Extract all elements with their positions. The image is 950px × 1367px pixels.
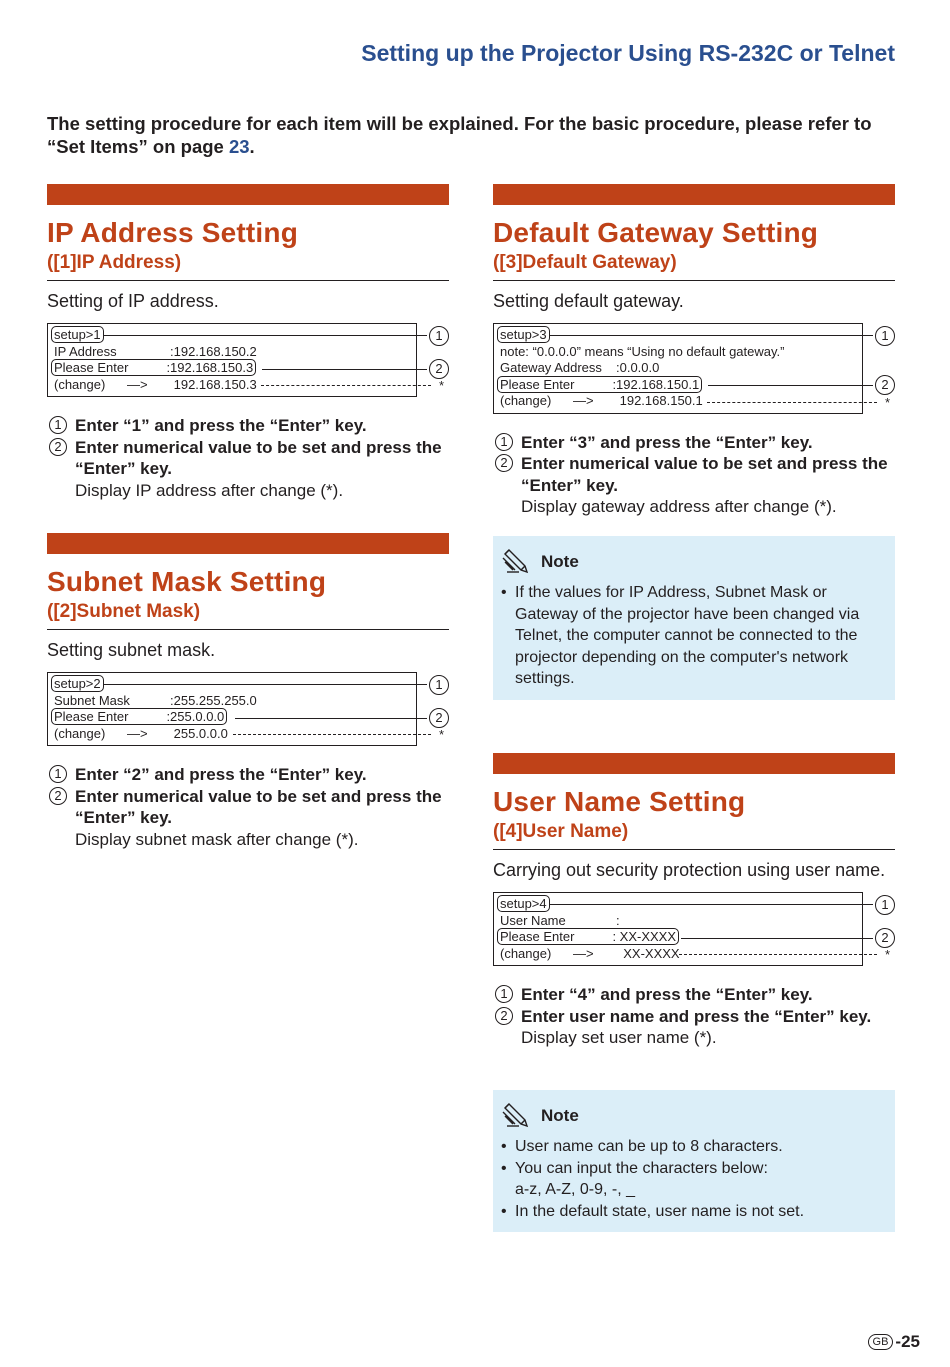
section-subtitle: ([1]IP Address)	[47, 250, 449, 281]
please-enter-prompt: Please Enter : XX-XXXX	[497, 928, 679, 945]
terminal-box	[493, 323, 863, 414]
change-label: (change) —>	[54, 376, 148, 392]
note-heading: Note	[541, 552, 579, 572]
ip-address-section	[47, 184, 449, 501]
terminal-example	[47, 323, 449, 397]
steps-list	[493, 984, 895, 1049]
default-gateway-section	[493, 184, 895, 518]
note-item: • User name can be up to 8 characters.	[501, 1136, 881, 1158]
steps-list	[47, 415, 449, 501]
change-label: (change) —>	[500, 393, 594, 408]
intro-paragraph	[47, 112, 877, 158]
callout-2-icon: 2	[429, 708, 449, 728]
section-description: Setting subnet mask.	[47, 640, 216, 660]
callout-1-icon: 1	[429, 326, 449, 346]
field-value: :0.0.0.0	[616, 360, 660, 375]
page-header-title: Setting up the Projector Using RS-232C or Telnet	[361, 40, 895, 66]
step-2-text: Enter numerical value to be set and press the “Enter” key.	[521, 454, 888, 495]
terminal-example	[493, 323, 895, 414]
change-label: (change) —>	[500, 945, 594, 961]
asterisk-mark: *	[438, 378, 444, 393]
callout-2-icon: 2	[875, 375, 895, 395]
setup-command: setup>4	[497, 895, 550, 912]
setup-command: setup>3	[497, 326, 550, 343]
terminal-example	[493, 892, 895, 966]
step-2-note: Display IP address after change (*).	[75, 480, 344, 500]
section-subtitle: ([2]Subnet Mask)	[47, 599, 449, 630]
section-bar	[493, 753, 895, 774]
step-2-note: Display subnet mask after change (*).	[75, 829, 359, 849]
callout-2-icon: 2	[429, 359, 449, 379]
changed-value: 192.168.150.1	[616, 393, 703, 408]
terminal-example	[47, 672, 449, 746]
note-heading: Note	[541, 1106, 579, 1126]
please-enter-prompt: Please Enter :255.0.0.0	[51, 708, 227, 725]
note-item-continuation: a-z, A-Z, 0-9, -, _	[515, 1181, 636, 1198]
callout-2-icon: 2	[875, 928, 895, 948]
section-description: Setting of IP address.	[47, 291, 219, 311]
changed-value: 192.168.150.3	[170, 376, 257, 392]
step-2-note: Display gateway address after change (*).	[521, 497, 837, 516]
subnet-mask-section	[47, 533, 449, 850]
intro-end: .	[249, 136, 255, 157]
step-1-icon: 1	[495, 433, 513, 451]
pencil-note-icon	[501, 1102, 539, 1130]
pencil-note-icon	[501, 548, 539, 576]
setup-command: setup>2	[51, 675, 104, 692]
section-bar	[47, 184, 449, 205]
note-item: • You can input the characters below:	[501, 1158, 881, 1180]
step-1-text: Enter “2” and press the “Enter” key.	[75, 765, 367, 784]
field-value: :255.255.255.0	[170, 692, 257, 708]
field-label: Gateway Address	[500, 360, 602, 375]
steps-list	[493, 432, 895, 518]
page-reference-link[interactable]: 23	[228, 136, 250, 157]
page-number-text: -25	[895, 1332, 920, 1351]
field-label: Subnet Mask	[54, 692, 130, 708]
note-item: • In the default state, user name is not set.	[501, 1201, 881, 1223]
step-2-icon: 2	[495, 454, 513, 472]
section-title: User Name Setting	[493, 786, 746, 817]
step-2-icon: 2	[49, 787, 67, 805]
field-label: User Name	[500, 912, 566, 928]
note-box	[493, 536, 895, 700]
callout-1-icon: 1	[875, 326, 895, 346]
page-number	[868, 1332, 920, 1352]
note-item: • If the values for IP Address, Subnet Mask or Gateway of the projector have been changed via Telnet, the computer cannot be connected to the projector depending on the computer's network settings.	[501, 582, 881, 690]
change-label: (change) —>	[54, 725, 148, 741]
section-description: Carrying out security protection using user name.	[493, 860, 886, 880]
changed-value: 255.0.0.0	[170, 725, 228, 741]
section-description: Setting default gateway.	[493, 291, 684, 311]
please-enter-prompt: Please Enter :192.168.150.3	[51, 359, 256, 376]
section-title: Subnet Mask Setting	[47, 566, 327, 597]
section-bar	[493, 184, 895, 205]
user-name-section	[493, 753, 895, 1049]
step-1-text: Enter “4” and press the “Enter” key.	[521, 985, 813, 1004]
field-value: :192.168.150.2	[170, 343, 257, 359]
asterisk-mark: *	[438, 727, 444, 742]
callout-1-icon: 1	[875, 895, 895, 915]
intro-text: The setting procedure for each item will be explained. For the basic procedure, please refer to “Set Items” on page	[47, 113, 872, 157]
step-1-text: Enter “1” and press the “Enter” key.	[75, 416, 367, 435]
step-2-text: Enter numerical value to be set and press the “Enter” key.	[75, 437, 442, 478]
please-enter-prompt: Please Enter :192.168.150.1	[497, 376, 702, 393]
changed-value: XX-XXXX	[616, 945, 680, 961]
section-subtitle: ([4]User Name)	[493, 819, 895, 850]
step-1-icon: 1	[49, 765, 67, 783]
steps-list	[47, 764, 449, 850]
step-1-icon: 1	[495, 985, 513, 1003]
step-2-text: Enter user name and press the “Enter” key.	[521, 1006, 872, 1026]
asterisk-mark: *	[884, 395, 890, 410]
note-line: note: “0.0.0.0” means “Using no default gateway.”	[500, 343, 785, 359]
asterisk-mark: *	[884, 947, 890, 962]
section-title: IP Address Setting	[47, 217, 298, 248]
section-bar	[47, 533, 449, 554]
step-1-icon: 1	[49, 416, 67, 434]
callout-1-icon: 1	[429, 675, 449, 695]
field-label: IP Address	[54, 343, 117, 359]
region-badge: GB	[868, 1334, 894, 1350]
section-title: Default Gateway Setting	[493, 217, 819, 248]
step-2-icon: 2	[49, 438, 67, 456]
step-1-text: Enter “3” and press the “Enter” key.	[521, 432, 813, 452]
setup-command: setup>1	[51, 326, 104, 343]
field-value: :	[616, 912, 620, 928]
step-2-icon: 2	[495, 1007, 513, 1025]
step-2-text: Enter numerical value to be set and press the “Enter” key.	[75, 786, 442, 827]
step-2-note: Display set user name (*).	[521, 1028, 717, 1047]
note-box	[493, 1090, 895, 1232]
section-subtitle: ([3]Default Gateway)	[493, 250, 895, 281]
